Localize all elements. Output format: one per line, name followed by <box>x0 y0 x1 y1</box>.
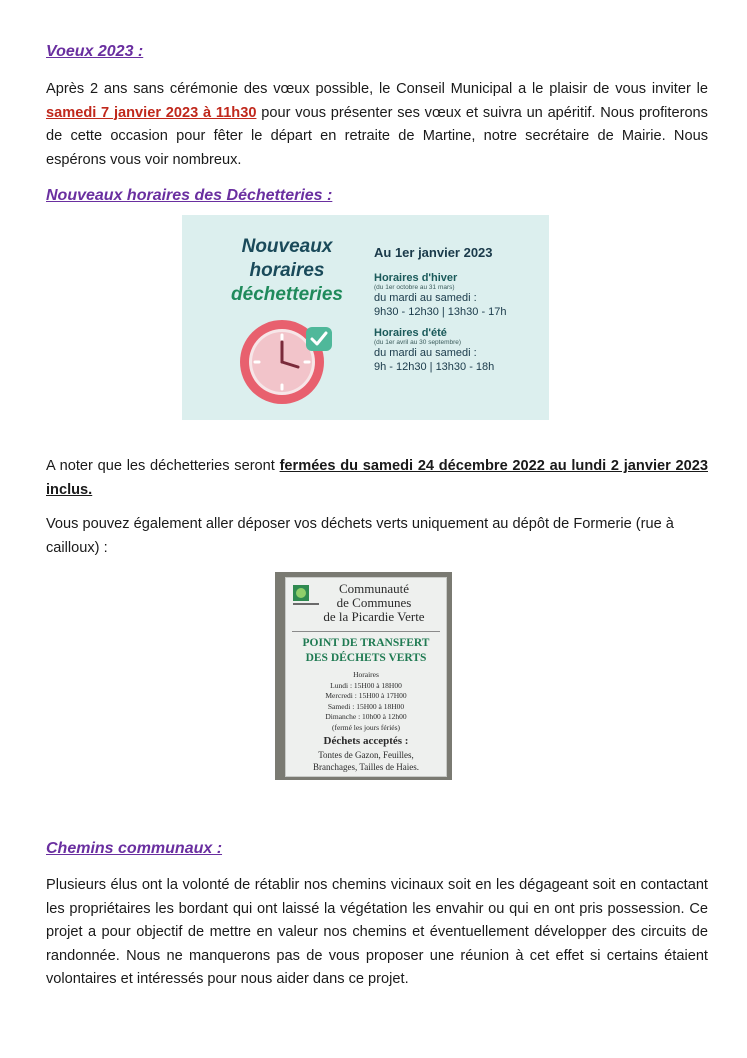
dechetterie-hours-banner <box>182 215 549 420</box>
sign-title-line1: POINT DE TRANSFERT <box>302 637 430 649</box>
paragraph-chemins: Plusieurs élus ont la volonté de rétablir nos chemins vicinaux soit en les dégageant soit en contactant les propriétaires les bordant qui ont laissé la végétation les envahir ou qui en ont pris possession. Ce projet a pour objectif de mettre en valeur nos chemins et éventuellement développer des circuits de randonnée. Nous ne manquerons pas de vous proposer une réunion à cet effet si certains étaient volontaires et intéressés pour nous aider dans ce projet. <box>46 877 708 987</box>
banner-title <box>212 235 362 307</box>
sign-accepted-title: Déchets acceptés : <box>323 735 409 747</box>
sign-hours-wednesday: Mercredi : 15H00 à 17H00 <box>325 691 407 700</box>
sign-hours-title: Horaires <box>353 670 379 679</box>
sign-board <box>285 577 447 777</box>
voeux-text-after: pour vous présenter ses vœux et suivra un apéritif. Nous profiterons de cette occasion pour fêter le départ en retraite de Martine, notre secrétaire de Mairie. Nous espérons vous voir nombreux. <box>46 104 708 168</box>
heading-chemins: Chemins communaux : <box>46 840 223 857</box>
banner-title-line3: déchetteries <box>231 284 343 305</box>
closure-text-before: A noter que les déchetteries seront <box>46 458 280 474</box>
sign-hours-monday: Lundi : 15H00 à 18H00 <box>330 680 402 690</box>
heading-voeux: Voeux 2023 : <box>46 43 144 60</box>
sign-accepted-list <box>286 749 446 773</box>
banner-title-line2: horaires <box>249 260 325 281</box>
banner-date: Au 1er janvier 2023 <box>374 245 493 260</box>
winter-note: (du 1er octobre au 31 mars) <box>374 284 455 291</box>
closure-dates: fermées du samedi 24 décembre 2022 au lundi 2 janvier 2023 inclus. <box>46 458 708 498</box>
banner-title-line1: Nouveaux <box>241 236 333 257</box>
sign-org-line1: Communauté <box>338 581 410 596</box>
paragraph-closure <box>46 455 708 502</box>
heading-dechetteries: Nouveaux horaires des Déchetteries : <box>46 187 333 204</box>
paragraph-green-waste: Vous pouvez également aller déposer vos déchets verts uniquement au dépôt de Formerie (rue à cailloux) : <box>46 516 674 556</box>
clock-icon <box>230 307 340 407</box>
sign-hours <box>286 670 446 733</box>
paragraph-voeux <box>46 78 708 172</box>
sign-hours-holidays: (fermé les jours fériés) <box>331 722 401 732</box>
winter-title: Horaires d'hiver <box>374 272 458 284</box>
summer-hours: 9h - 12h30 | 13h30 - 18h <box>374 361 495 373</box>
summer-title: Horaires d'été <box>374 327 447 339</box>
winter-hours: 9h30 - 12h30 | 13h30 - 17h <box>374 306 507 318</box>
sign-title <box>286 636 446 666</box>
sign-accepted-line1: Tontes de Gazon, Feuilles, <box>318 750 414 760</box>
sign-org-line2: de Communes <box>336 595 412 610</box>
winter-days: du mardi au samedi : <box>374 292 477 304</box>
sign-hours-sunday: Dimanche : 10h00 à 12h00 <box>325 712 407 721</box>
green-waste-sign-photo <box>275 572 452 780</box>
sign-org <box>302 582 446 624</box>
sign-org-line3: de la Picardie Verte <box>323 609 425 624</box>
sign-accepted-line2: Branchages, Tailles de Haies. <box>313 762 419 772</box>
voeux-text-before: Après 2 ans sans cérémonie des vœux possible, le Conseil Municipal a le plaisir de vous inviter le <box>46 81 708 97</box>
ceremony-date: samedi 7 janvier 2023 à 11h30 <box>46 104 257 121</box>
summer-days: du mardi au samedi : <box>374 347 477 359</box>
summer-note: (du 1er avril au 30 septembre) <box>374 339 462 346</box>
sign-hours-saturday: Samedi : 15H00 à 18H00 <box>327 701 405 711</box>
banner-hours <box>374 245 544 374</box>
sign-title-line2: DES DÉCHETS VERTS <box>305 652 427 664</box>
sign-divider <box>292 631 440 632</box>
